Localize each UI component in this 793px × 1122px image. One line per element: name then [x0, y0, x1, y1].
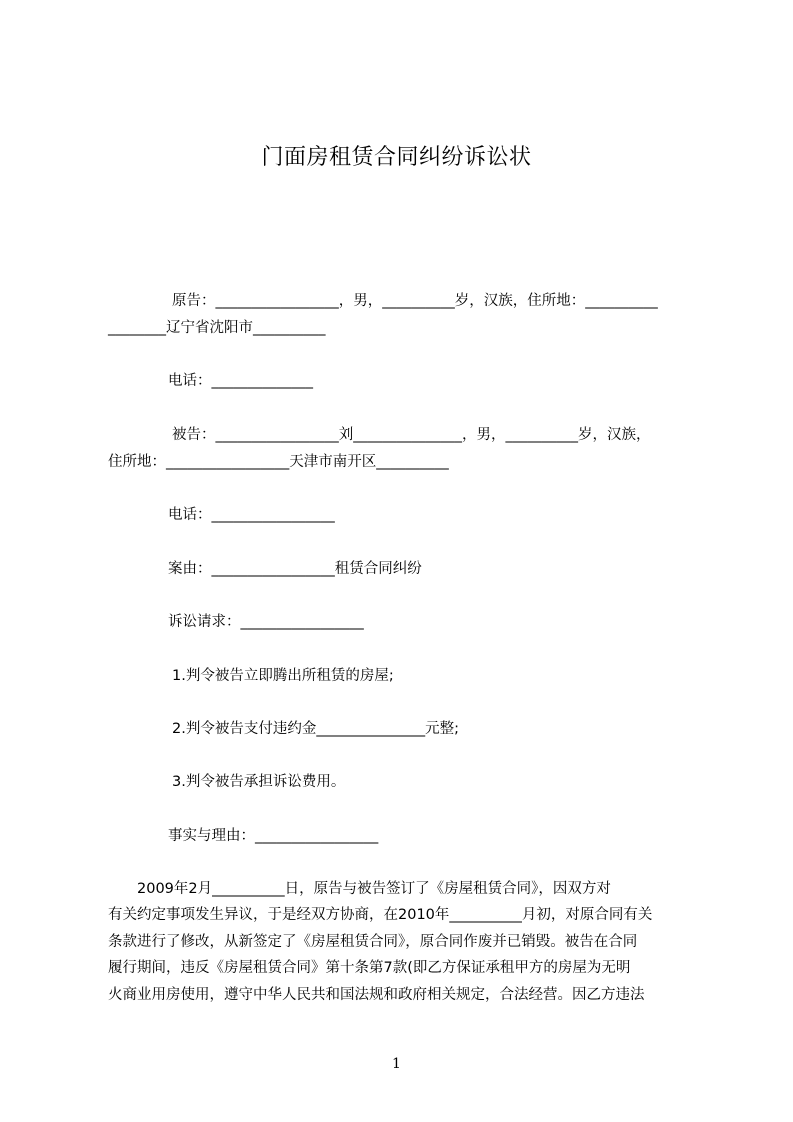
- case-cause: 案由：_________________租赁合同纠纷: [168, 561, 422, 577]
- facts-paragraph-line: 有关约定事项发生异议，于是经双方协商，在2010年__________月初，对原合同有关: [108, 907, 653, 923]
- page-number: 1: [392, 1056, 401, 1072]
- claims-heading: 诉讼请求：_________________: [168, 614, 364, 630]
- claim-item: 3.判令被告承担诉讼费用。: [172, 774, 346, 790]
- facts-paragraph-line: 条款进行了修改，从新签定了《房屋租赁合同》，原合同作废并已销毁。被告在合同: [108, 934, 638, 950]
- claim-item: 2.判令被告支付违约金_______________元整;: [172, 721, 459, 737]
- defendant-phone: 电话：_________________: [168, 507, 335, 523]
- facts-paragraph-line: 火商业用房使用，遵守中华人民共和国法规和政府相关规定，合法经营。因乙方违法: [108, 987, 645, 1003]
- document-title: 门面房租赁合同纠纷诉讼状: [261, 145, 532, 170]
- plaintiff-line-1: 原告：_________________，男，__________岁，汉族，住所地：__________: [172, 293, 658, 309]
- plaintiff-phone: 电话：______________: [168, 373, 313, 389]
- defendant-line-1: 被告：_________________刘_______________，男，__________岁，汉族，: [172, 427, 651, 443]
- facts-paragraph-line: 履行期间，违反《房屋租赁合同》第十条第7款(即乙方保证承租甲方的房屋为无明: [108, 960, 631, 976]
- facts-heading: 事实与理由：_________________: [168, 828, 379, 844]
- facts-paragraph-line: 2009年2月__________日，原告与被告签订了《房屋租赁合同》，因双方对: [108, 881, 611, 897]
- plaintiff-line-2: ________辽宁省沈阳市__________: [108, 320, 326, 336]
- claim-item: 1.判令被告立即腾出所租赁的房屋;: [172, 668, 394, 684]
- defendant-line-2: 住所地：_________________天津市南开区__________: [108, 454, 449, 470]
